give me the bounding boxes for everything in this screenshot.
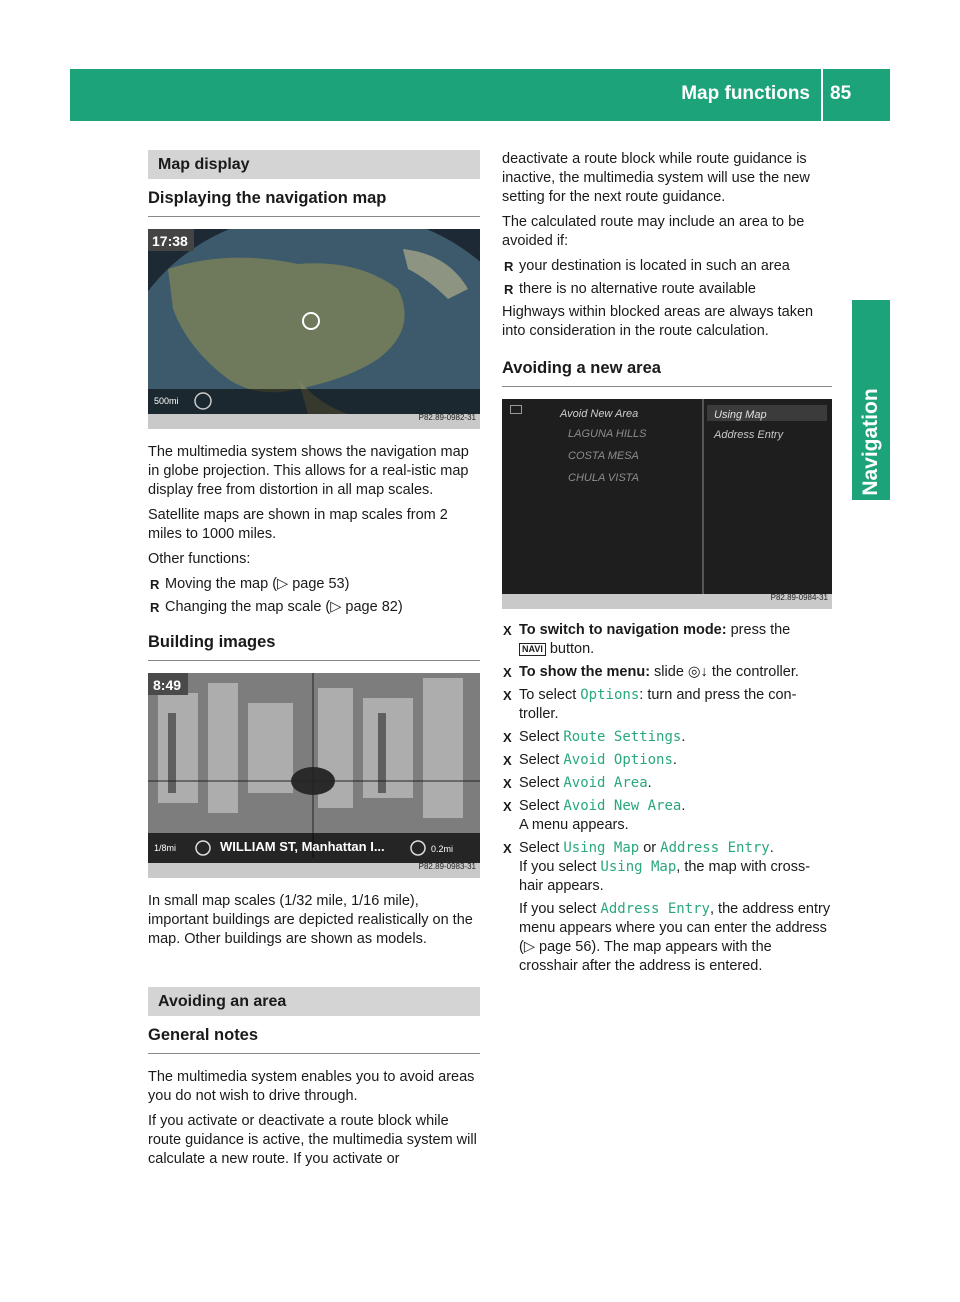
figure-code: P82.89-0982-31 (418, 413, 476, 422)
paragraph: The multimedia system enables you to avoid areas you do not wish to drive through. (148, 1069, 475, 1104)
list-item: R there is no alternative route available (502, 280, 832, 299)
paragraph: Satellite maps are shown in map scales from 2 miles to 1000 miles. (148, 507, 448, 542)
list-item: R Moving the map (▷ page 53) (148, 575, 480, 594)
chapter-title: Map functions (681, 83, 810, 104)
menu-option-using-map: Using Map (714, 409, 767, 421)
instruction-step: X Select Avoid Options. (502, 751, 832, 770)
area-list-item: COSTA MESA (568, 450, 639, 462)
distance-label: 0.2mi (431, 844, 454, 854)
map-scale-label: 500mi (154, 396, 179, 406)
building-map-figure (148, 673, 480, 878)
clock-readout: 8:49 (153, 677, 182, 693)
menu-option-address-entry: Address Entry (714, 429, 784, 441)
list-item: R Changing the map scale (▷ page 82) (148, 598, 480, 617)
page-number: 85 (830, 83, 852, 104)
section-heading: Avoiding an area (148, 987, 480, 1016)
map-scale-label: 1/8mi (154, 843, 177, 853)
paragraph: The calculated route may include an area to be avoided if: (502, 214, 805, 249)
globe-map-figure (148, 229, 480, 429)
list-item: R your destination is located in such an area (502, 257, 832, 276)
paragraph: Highways within blocked areas are always taken into consideration in the route calculation. (502, 304, 814, 339)
area-list-item: LAGUNA HILLS (568, 428, 647, 440)
figure-code: P82.89-0984-31 (770, 593, 828, 602)
instruction-step: X To select Options: turn and press the con-troller. (502, 686, 832, 724)
side-tab-label: Navigation (859, 388, 882, 496)
instruction-step: X Select Avoid New Area. A menu appears. (502, 797, 832, 835)
navi-key-icon: NAVI (519, 643, 546, 656)
paragraph: Other functions: (148, 551, 251, 567)
paragraph: The multimedia system shows the navigation map in globe projection. This allows for a real-istic map display free from distortion in all map scales. (148, 444, 469, 498)
avoid-area-figure (502, 399, 832, 609)
subheading: Avoiding a new area (502, 359, 832, 387)
header-divider (821, 69, 823, 121)
globe-map-image (148, 229, 480, 429)
paragraph: If you activate or deactivate a route block while route guidance is active, the multimedia system will calculate a new route. If you activate or (148, 1113, 477, 1167)
instruction-step: X To show the menu: slide ◎↓ the controller. (502, 663, 832, 682)
right-column (502, 150, 832, 980)
menu-title: Avoid New Area (560, 408, 639, 420)
subheading: Displaying the navigation map (148, 189, 480, 217)
instruction-step: X Select Avoid Area. (502, 774, 832, 793)
figure-code: P82.89-0983-31 (418, 862, 476, 871)
clock-readout: 17:38 (152, 233, 188, 249)
subheading: General notes (148, 1026, 480, 1054)
area-list-item: CHULA VISTA (568, 472, 639, 484)
paragraph: deactivate a route block while route guidance is inactive, the multimedia system will use the new setting for the next route guidance. (502, 151, 810, 205)
header-bar (70, 69, 890, 121)
paragraph: In small map scales (1/32 mile, 1/16 mile), important buildings are depicted realistically on the map. Other buildings are shown as models. (148, 893, 473, 947)
instruction-step: X To switch to navigation mode: press the NAVI button. (502, 621, 832, 659)
section-heading: Map display (148, 150, 480, 179)
street-label: WILLIAM ST, Manhattan I... (220, 839, 385, 854)
left-column (148, 150, 480, 1175)
instruction-step: X Select Using Map or Address Entry. If you select Using Map, the map with cross-hair appears. If you select Address Entry, the address entry menu appears where you can enter the address (▷ page 56). The map appears with the crosshair after the address is entered. (502, 839, 832, 976)
subheading: Building images (148, 633, 480, 661)
instruction-step: X Select Route Settings. (502, 728, 832, 747)
